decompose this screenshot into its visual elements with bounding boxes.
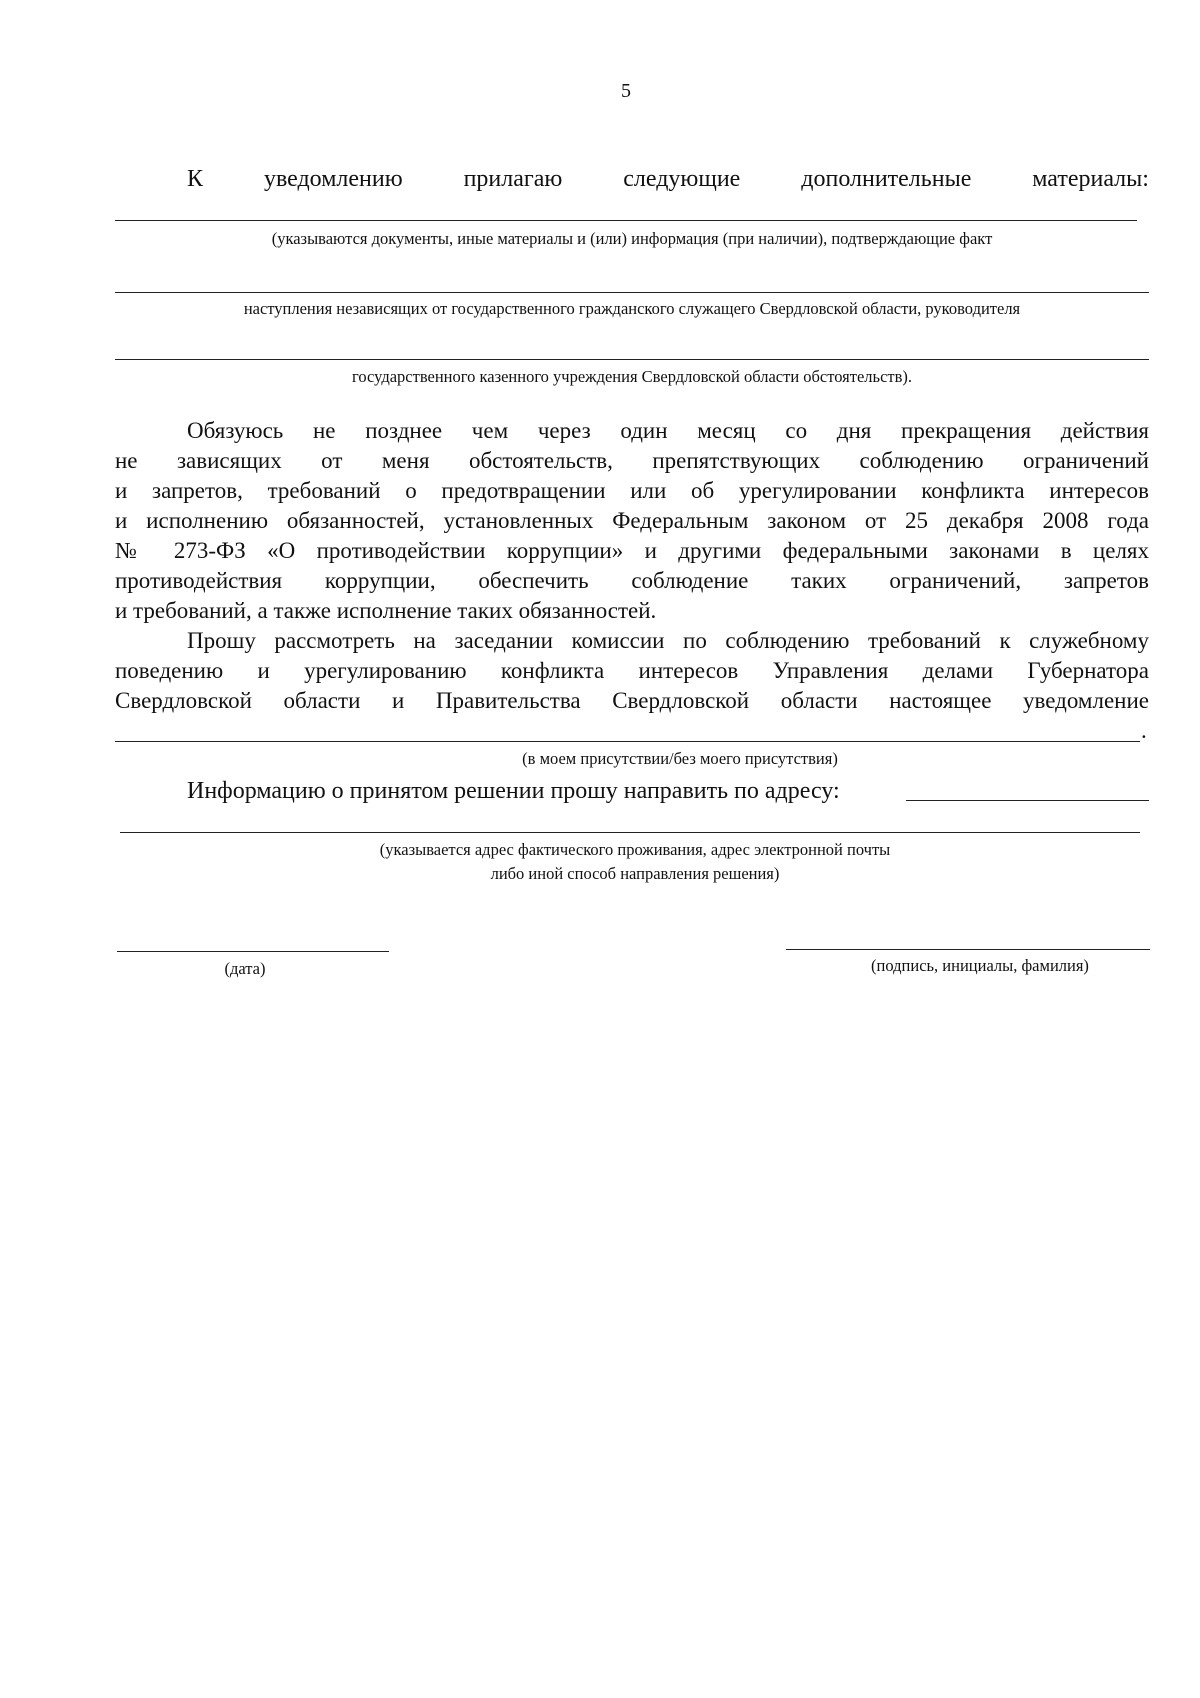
attachments-line bbox=[187, 164, 1149, 194]
attachments-note-2: наступления независящих от государственного гражданского служащего Свердловской области, руководителя bbox=[243, 299, 1021, 318]
attachments-word: дополнительные bbox=[801, 166, 972, 192]
obligation-line: и запретов, требований о предотвращении или об урегулировании конфликта интересов bbox=[115, 478, 1149, 503]
date-label: (дата) bbox=[224, 959, 266, 978]
presence-end-dot: . bbox=[1141, 718, 1147, 743]
address-fill-line-1 bbox=[906, 800, 1149, 801]
signature-fill-line bbox=[786, 949, 1150, 950]
address-note-1: (указывается адрес фактического проживания, адрес электронной почты bbox=[379, 840, 891, 859]
attachments-word: К bbox=[187, 166, 204, 192]
attachments-fill-line-3 bbox=[115, 359, 1149, 360]
attachments-word: прилагаю bbox=[463, 166, 563, 192]
signature-label: (подпись, инициалы, фамилия) bbox=[871, 956, 1089, 975]
attachments-word: следующие bbox=[623, 166, 741, 192]
obligation-line: противодействия коррупции, обеспечить соблюдение таких ограничений, запретов bbox=[115, 568, 1149, 593]
attachments-fill-line-1 bbox=[115, 220, 1137, 221]
attachments-note-1: (указываются документы, иные материалы и (или) информация (при наличии), подтверждающие факт bbox=[271, 229, 993, 248]
obligation-line: не зависящих от меня обстоятельств, препятствующих соблюдению ограничений bbox=[115, 448, 1149, 473]
request-line: Прошу рассмотреть на заседании комиссии по соблюдению требований к служебному bbox=[187, 628, 1149, 653]
request-line: Свердловской области и Правительства Свердловской области настоящее уведомление bbox=[115, 688, 1149, 713]
request-line: поведению и урегулированию конфликта интересов Управления делами Губернатора bbox=[115, 658, 1149, 683]
attachments-word: материалы: bbox=[1032, 166, 1149, 192]
page-number: 5 bbox=[621, 80, 631, 102]
address-fill-line-2 bbox=[120, 832, 1140, 833]
presence-fill-line bbox=[115, 741, 1140, 742]
attachments-word: уведомлению bbox=[263, 166, 403, 192]
presence-note: (в моем присутствии/без моего присутствия) bbox=[522, 749, 838, 768]
attachments-note-3: государственного казенного учреждения Свердловской области обстоятельств). bbox=[351, 367, 913, 386]
address-note-2: либо иной способ направления решения) bbox=[490, 864, 780, 883]
obligation-line: Обязуюсь не позднее чем через один месяц со дня прекращения действия bbox=[187, 418, 1149, 443]
obligation-line: № 273-ФЗ «О противодействии коррупции» и другими федеральными законами в целях bbox=[115, 538, 1149, 563]
date-fill-line bbox=[117, 951, 389, 952]
address-request-text: Информацию о принятом решении прошу направить по адресу: bbox=[187, 778, 840, 804]
attachments-fill-line-2 bbox=[115, 292, 1149, 293]
obligation-line: и требований, а также исполнение таких обязанностей. bbox=[115, 598, 657, 623]
obligation-line: и исполнению обязанностей, установленных Федеральным законом от 25 декабря 2008 года bbox=[115, 508, 1149, 533]
